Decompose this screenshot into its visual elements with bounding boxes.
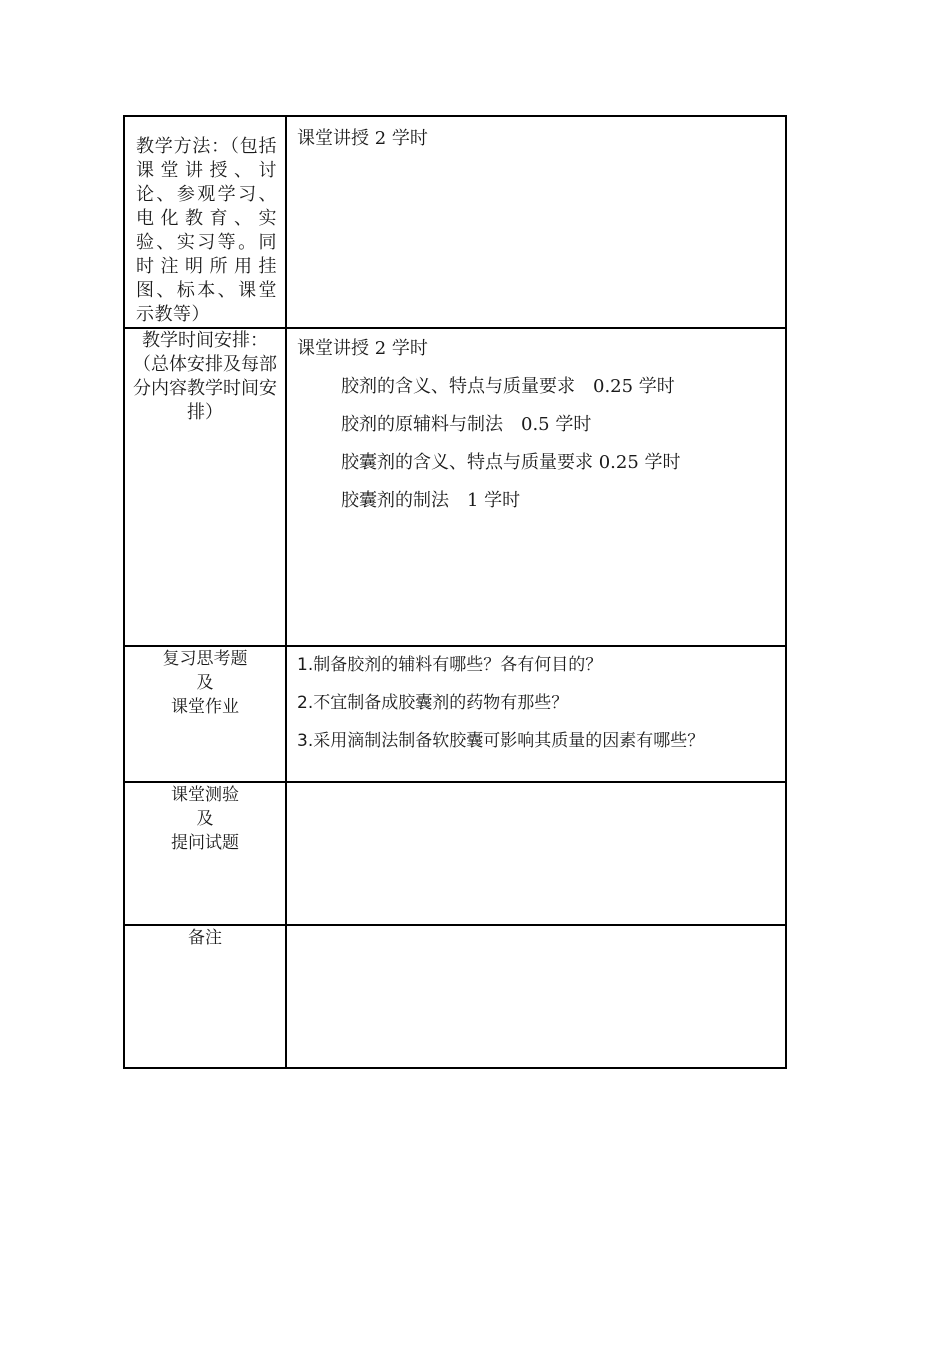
label-cell-review-questions xyxy=(124,646,286,782)
label-cell-notes xyxy=(124,925,286,1068)
schedule-item: 胶囊剂的含义、特点与质量要求 0.25 学时 xyxy=(341,452,681,473)
review-question: 2.不宜制备成胶囊剂的药物有那些？ xyxy=(297,693,569,713)
schedule-intro: 课堂讲授 2 学时 xyxy=(297,338,428,359)
content-cell-review-questions xyxy=(286,646,786,782)
row-quiz xyxy=(124,782,786,925)
review-question: 1.制备胶剂的辅料有哪些？各有何目的？ xyxy=(297,655,603,675)
schedule-item: 胶剂的含义、特点与质量要求 0.25 学时 xyxy=(341,376,675,397)
label-cell-quiz xyxy=(124,782,286,925)
content-cell-quiz xyxy=(286,782,786,925)
content-cell-notes xyxy=(286,925,786,1068)
schedule-item: 胶剂的原辅料与制法 0.5 学时 xyxy=(341,414,592,435)
quiz-label xyxy=(125,783,285,855)
time-schedule-label: 教学时间安排：（总体安排及每部分内容教学时间安排） xyxy=(133,330,277,423)
content-cell-time-schedule xyxy=(286,328,786,646)
teaching-methods-label: 教学方法：（包括课堂讲授、讨论、参观学习、电化教育、实验、实习等。同时注明所用挂图、标本、课堂示教等） xyxy=(136,136,277,325)
notes-label: 备注 xyxy=(188,928,222,948)
review-label-line: 复习思考题 xyxy=(162,649,248,669)
label-cell-time-schedule xyxy=(124,328,286,646)
lesson-plan-table xyxy=(123,115,787,1069)
quiz-label-line: 及 xyxy=(196,809,214,829)
row-review-questions xyxy=(124,646,786,782)
row-teaching-methods xyxy=(124,116,786,328)
notes-label-wrap xyxy=(125,926,285,950)
review-label-line: 课堂作业 xyxy=(171,697,239,717)
row-notes xyxy=(124,925,786,1068)
review-question: 3.采用滴制法制备软胶囊可影响其质量的因素有哪些？ xyxy=(297,731,705,751)
content-cell-teaching-methods xyxy=(286,116,786,328)
review-label-line: 及 xyxy=(196,673,214,693)
quiz-label-line: 提问试题 xyxy=(171,833,239,853)
label-cell-teaching-methods xyxy=(124,116,286,328)
quiz-label-line: 课堂测验 xyxy=(171,785,239,805)
schedule-item: 胶囊剂的制法 1 学时 xyxy=(341,490,521,511)
row-time-schedule xyxy=(124,328,786,646)
review-questions-label xyxy=(125,647,285,719)
teaching-methods-content: 课堂讲授 2 学时 xyxy=(297,128,428,149)
